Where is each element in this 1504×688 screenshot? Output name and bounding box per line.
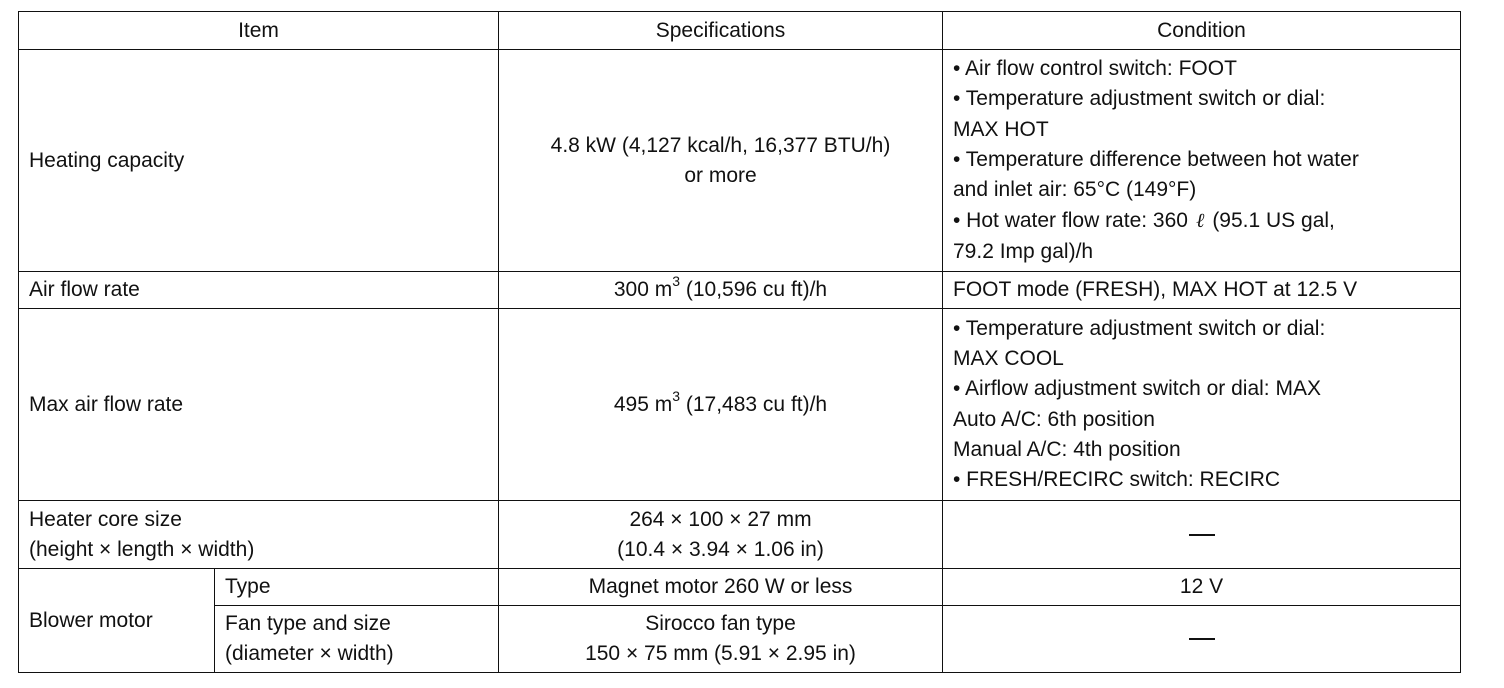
dash-mark bbox=[1189, 638, 1215, 640]
condition-line: and inlet air: 65°C (149°F) bbox=[953, 178, 1197, 202]
liter-symbol: ℓ bbox=[1195, 208, 1205, 233]
item-blower-motor: Blower motor bbox=[19, 569, 215, 673]
spec-line: 150 × 75 mm (5.91 × 2.95 in) bbox=[585, 642, 856, 665]
item-line: (height × length × width) bbox=[29, 537, 255, 561]
item-heating-capacity: Heating capacity bbox=[19, 50, 499, 272]
condition-line: Auto A/C: 6th position bbox=[953, 407, 1155, 431]
table-row-blower-type bbox=[19, 569, 1461, 606]
item-air-flow-rate: Air flow rate bbox=[19, 272, 499, 309]
spec-text: 300 m bbox=[613, 278, 673, 301]
header-row bbox=[19, 12, 1461, 50]
condition-max-air-flow-rate bbox=[943, 309, 1461, 501]
condition-line: • FRESH/RECIRC switch: RECIRC bbox=[953, 467, 1281, 491]
spec-line: 4.8 kW (4,127 kcal/h, 16,377 BTU/h) bbox=[550, 133, 891, 157]
spec-text: (10,596 cu ft)/h bbox=[680, 278, 828, 301]
condition-line: MAX COOL bbox=[953, 347, 1064, 371]
spec-blower-type: Magnet motor 260 W or less bbox=[499, 569, 943, 606]
condition-text: (95.1 US gal, bbox=[1212, 209, 1335, 233]
item-max-air-flow-rate: Max air flow rate bbox=[19, 309, 499, 501]
condition-air-flow-rate: FOOT mode (FRESH), MAX HOT at 12.5 V bbox=[943, 272, 1461, 309]
condition-heating-capacity bbox=[943, 50, 1461, 272]
spec-max-air-flow-rate bbox=[499, 309, 943, 501]
condition-line: • Temperature adjustment switch or dial: bbox=[953, 316, 1326, 340]
spec-fan-type-size bbox=[499, 606, 943, 673]
table-row-air-flow-rate bbox=[19, 272, 1461, 309]
subitem-type: Type bbox=[215, 569, 499, 606]
condition-fan-type-size bbox=[943, 606, 1461, 673]
spec-text: (17,483 cu ft)/h bbox=[680, 392, 828, 416]
superscript: 3 bbox=[672, 273, 681, 289]
condition-line: 79.2 Imp gal)/h bbox=[953, 239, 1094, 263]
table-row-max-air-flow-rate bbox=[19, 309, 1461, 501]
table-row-heating-capacity bbox=[19, 50, 1461, 272]
spec-heating-capacity bbox=[499, 50, 943, 272]
subitem-line: Fan type and size bbox=[225, 612, 391, 635]
spec-line: Sirocco fan type bbox=[645, 612, 796, 635]
condition-text: • Hot water flow rate: 360 bbox=[953, 209, 1188, 233]
spec-air-flow-rate bbox=[499, 272, 943, 309]
dash-mark bbox=[1189, 534, 1215, 536]
condition-heater-core-size bbox=[943, 501, 1461, 569]
header-condition: Condition bbox=[943, 12, 1461, 50]
condition-line: MAX HOT bbox=[953, 117, 1049, 141]
item-line: Heater core size bbox=[29, 507, 182, 531]
spec-heater-core-size bbox=[499, 501, 943, 569]
superscript: 3 bbox=[672, 387, 681, 404]
condition-line: • Temperature difference between hot water bbox=[953, 147, 1359, 171]
condition-line: • Airflow adjustment switch or dial: MAX bbox=[953, 377, 1321, 401]
specifications-table bbox=[18, 11, 1461, 673]
header-specifications: Specifications bbox=[499, 12, 943, 50]
header-item: Item bbox=[19, 12, 499, 50]
subitem-line: (diameter × width) bbox=[225, 642, 394, 665]
subitem-fan-type-size bbox=[215, 606, 499, 673]
table-row-fan-type-size bbox=[19, 606, 1461, 673]
item-heater-core-size bbox=[19, 501, 499, 569]
spec-line: 264 × 100 × 27 mm bbox=[629, 507, 812, 531]
spec-text: 495 m bbox=[613, 392, 673, 416]
condition-line: • Temperature adjustment switch or dial: bbox=[953, 87, 1326, 111]
condition-blower-type: 12 V bbox=[943, 569, 1461, 606]
condition-line: Manual A/C: 4th position bbox=[953, 437, 1181, 461]
table-row-heater-core-size bbox=[19, 501, 1461, 569]
spec-line: (10.4 × 3.94 × 1.06 in) bbox=[617, 537, 824, 561]
condition-line bbox=[953, 205, 1450, 236]
spec-line: or more bbox=[684, 163, 757, 187]
condition-line: • Air flow control switch: FOOT bbox=[953, 57, 1237, 81]
